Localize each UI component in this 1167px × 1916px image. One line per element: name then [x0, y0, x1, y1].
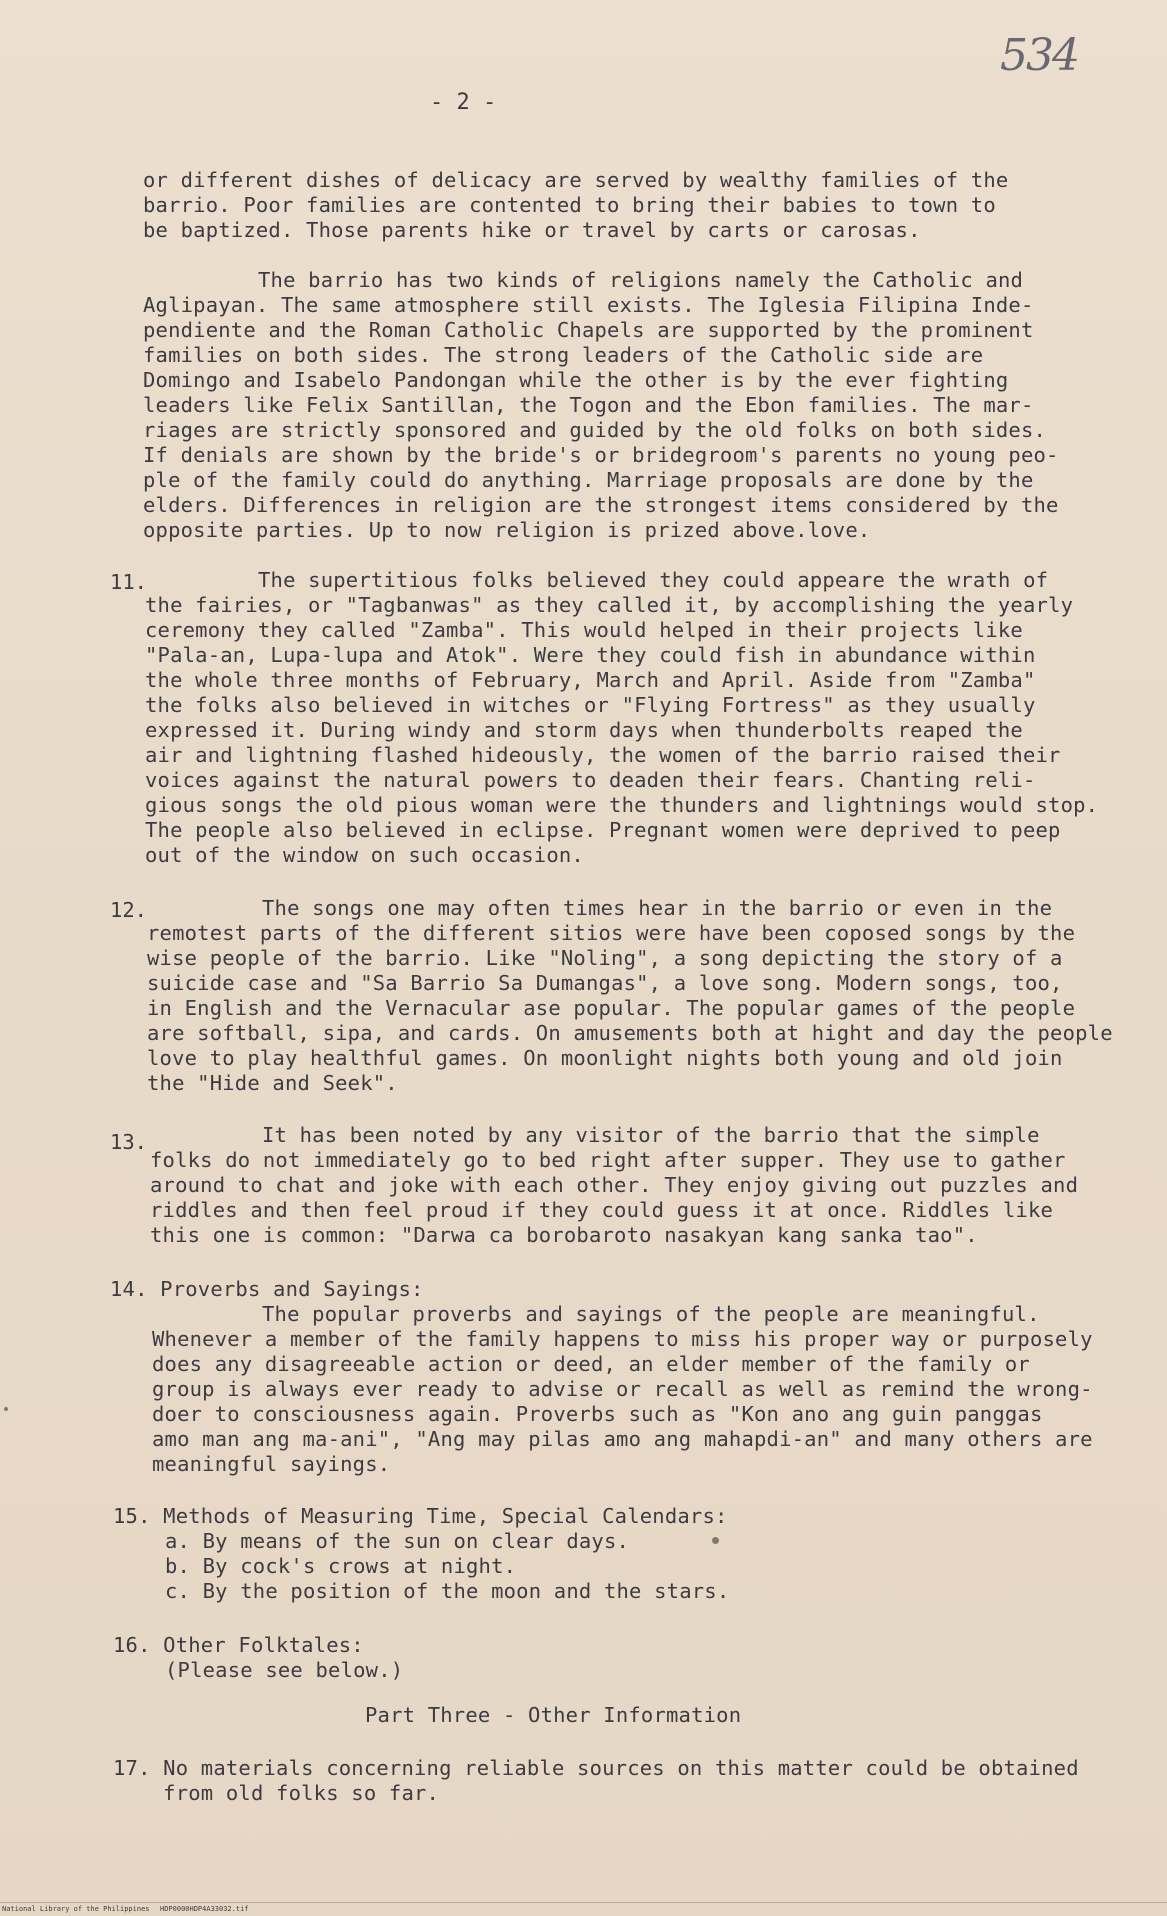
handwritten-page-annotation: 534 — [1000, 30, 1078, 81]
text-line: from old folks so far. — [113, 1781, 440, 1805]
text-line: pendiente and the Roman Catholic Chapels are supported by the prominent — [143, 318, 1034, 342]
text-line: Domingo and Isabelo Pandongan while the other is by the ever fighting — [143, 368, 1009, 392]
text-line: If denials are shown by the bride's or bridegroom's parents no young peo- — [143, 443, 1059, 467]
text-line: families on both sides. The strong leaders of the Catholic side are — [143, 343, 984, 367]
text-line: gious songs the old pious woman were the thunders and lightnings would stop. — [145, 793, 1099, 817]
text-line: expressed it. During windy and storm days when thunderbolts reaped the — [145, 718, 1023, 742]
text-line: suicide case and "Sa Barrio Sa Dumangas", a love song. Modern songs, too, — [147, 971, 1063, 995]
section-heading: 14. Proverbs and Sayings: — [110, 1277, 424, 1301]
text-line: elders. Differences in religion are the strongest items considered by the — [143, 493, 1059, 517]
item-number: 12. — [110, 898, 148, 922]
text-line: the whole three months of February, March and April. Aside from "Zamba" — [145, 668, 1036, 692]
text-line: The barrio has two kinds of religions namely the Catholic and — [258, 268, 1024, 292]
text-line: remotest parts of the different sitios were have been coposed songs by the — [147, 921, 1076, 945]
list-item: a. By means of the sun on clear days. — [165, 1529, 630, 1553]
item-number: 11. — [110, 570, 148, 594]
text-line: The people also believed in eclipse. Pregnant women were deprived to peep — [145, 818, 1061, 842]
text-line: the folks also believed in witches or "Flying Fortress" as they usually — [145, 693, 1036, 717]
text-line: are softball, sipa, and cards. On amusements both at hight and day the people — [147, 1021, 1113, 1045]
item-number: 13. — [110, 1130, 148, 1154]
text-line: (Please see below.) — [165, 1658, 404, 1682]
text-line: 17. No materials concerning reliable sources on this matter could be obtained — [113, 1756, 1079, 1780]
text-line: riages are strictly sponsored and guided by the old folks on both sides. — [143, 418, 1047, 442]
text-line: "Pala-an, Lupa-lupa and Atok". Were they could fish in abundance within — [145, 643, 1036, 667]
text-line: around to chat and joke with each other. They enjoy giving out puzzles and — [150, 1173, 1079, 1197]
ink-spot — [4, 1407, 8, 1411]
text-line: Aglipayan. The same atmosphere still exists. The Iglesia Filipina Inde- — [143, 293, 1034, 317]
scan-footer-rule — [0, 1902, 1167, 1903]
text-line: air and lightning flashed hideously, the women of the barrio raised their — [145, 743, 1061, 767]
text-line: ple of the family could do anything. Marriage proposals are done by the — [143, 468, 1034, 492]
scan-footer-source: National Library of the Philippines — [2, 1905, 150, 1913]
text-line: voices against the natural powers to deaden their fears. Chanting reli- — [145, 768, 1036, 792]
text-line: meaningful sayings. — [152, 1452, 391, 1476]
text-line: be baptized. Those parents hike or travel by carts or carosas. — [143, 218, 921, 242]
text-line: The popular proverbs and sayings of the people are meaningful. — [262, 1302, 1040, 1326]
text-line: folks do not immediately go to bed right after supper. They use to gather — [150, 1148, 1066, 1172]
text-line: this one is common: "Darwa ca borobaroto nasakyan kang sanka tao". — [150, 1223, 978, 1247]
text-line: The supertitious folks believed they could appeare the wrath of — [258, 568, 1049, 592]
list-item: c. By the position of the moon and the stars. — [165, 1579, 730, 1603]
text-line: ceremony they called "Zamba". This would helped in their projects like — [145, 618, 1023, 642]
text-line: opposite parties. Up to now religion is prized above.love. — [143, 518, 871, 542]
text-line: love to play healthful games. On moonlight nights both young and old join — [147, 1046, 1063, 1070]
text-line: the "Hide and Seek". — [147, 1071, 398, 1095]
section-heading: 15. Methods of Measuring Time, Special Calendars: — [113, 1504, 728, 1528]
scan-footer-filename: HDP0000HDP4A33032.tif — [160, 1905, 249, 1913]
text-line: The songs one may often times hear in the barrio or even in the — [262, 896, 1053, 920]
text-line: the fairies, or "Tagbanwas" as they called it, by accomplishing the yearly — [145, 593, 1074, 617]
text-line: leaders like Felix Santillan, the Togon and the Ebon families. The mar- — [143, 393, 1034, 417]
text-line: group is always ever ready to advise or recall as well as remind the wrong- — [152, 1377, 1093, 1401]
list-item: b. By cock's crows at night. — [165, 1554, 517, 1578]
part-three-title: Part Three - Other Information — [365, 1703, 742, 1727]
text-line: out of the window on such occasion. — [145, 843, 584, 867]
text-line: riddles and then feel proud if they could guess it at once. Riddles like — [150, 1198, 1054, 1222]
section-heading: 16. Other Folktales: — [113, 1633, 364, 1657]
text-line: It has been noted by any visitor of the barrio that the simple — [262, 1123, 1040, 1147]
text-line: wise people of the barrio. Like "Noling", a song depicting the story of a — [147, 946, 1063, 970]
text-line: doer to consciousness again. Proverbs such as "Kon ano ang guin panggas — [152, 1402, 1043, 1426]
page-number: - 2 - — [430, 90, 497, 115]
text-line: or different dishes of delicacy are served by wealthy families of the — [143, 168, 1009, 192]
text-line: Whenever a member of the family happens to miss his proper way or purposely — [152, 1327, 1093, 1351]
text-line: does any disagreeable action or deed, an elder member of the family or — [152, 1352, 1030, 1376]
text-line: in English and the Vernacular ase popular. The popular games of the people — [147, 996, 1076, 1020]
text-line: barrio. Poor families are contented to bring their babies to town to — [143, 193, 996, 217]
text-line: amo man ang ma-ani", "Ang may pilas amo ang mahapdi-an" and many others are — [152, 1427, 1093, 1451]
ink-spot — [712, 1537, 719, 1544]
